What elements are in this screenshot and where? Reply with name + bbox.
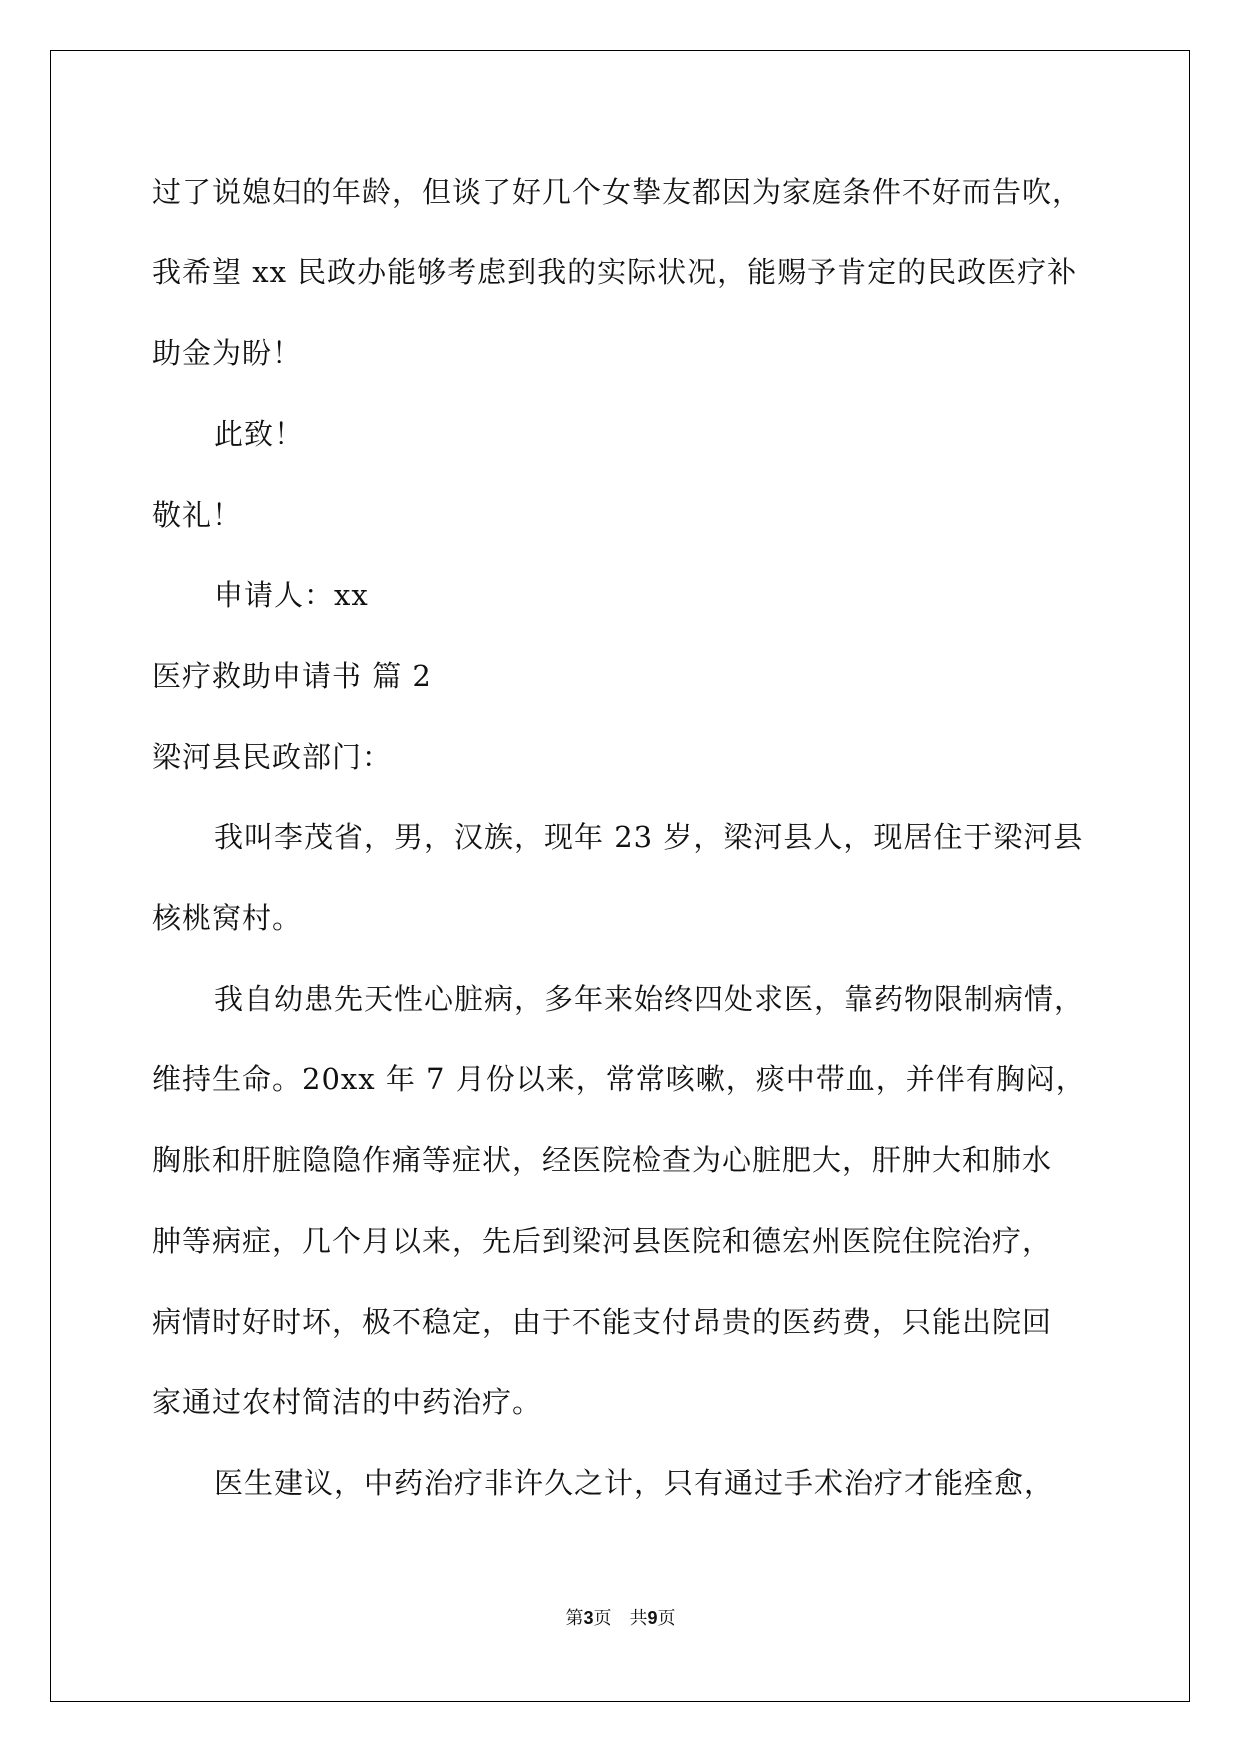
footer-page-prefix: 第 [565,1608,584,1629]
applicant-line: 申请人：xx [214,578,369,612]
page-frame [50,50,1190,1702]
text-line: 我叫李茂省，男，汉族，现年 23 岁，梁河县人，现居住于梁河县 [214,820,1084,854]
section-heading: 医疗救助申请书 篇 2 [152,659,432,693]
page-footer [0,1604,1241,1630]
text-line: 家通过农村简洁的中药治疗。 [152,1385,543,1419]
text-line: 过了说媳妇的年龄，但谈了好几个女挚友都因为家庭条件不好而告吹， [152,175,1083,209]
footer-current-page: 3 [583,1608,594,1628]
salutation-line: 敬礼！ [152,498,243,532]
text-line: 维持生命。20xx 年 7 月份以来，常常咳嗽，痰中带血，并伴有胸闷， [152,1062,1086,1096]
text-line: 肿等病症，几个月以来，先后到梁河县医院和德宏州医院住院治疗， [152,1224,1053,1258]
text-line: 助金为盼！ [152,336,303,370]
text-line: 我希望 xx 民政办能够考虑到我的实际状况，能赐予肯定的民政医疗补 [152,255,1078,289]
addressee-line: 梁河县民政部门： [152,740,393,774]
closing-line: 此致！ [214,417,305,451]
text-line: 病情时好时坏，极不稳定，由于不能支付昂贵的医药费，只能出院回 [152,1305,1053,1339]
text-line: 我自幼患先天性心脏病，多年来始终四处求医，靠药物限制病情， [214,982,1085,1016]
footer-page-mid: 页 共 [593,1608,648,1629]
footer-total-pages: 9 [647,1608,658,1628]
text-line: 胸胀和肝脏隐隐作痛等症状，经医院检查为心脏肥大，肝肿大和肺水 [152,1143,1053,1177]
text-line: 医生建议，中药治疗非许久之计，只有通过手术治疗才能痊愈， [214,1466,1055,1500]
text-line: 核桃窝村。 [152,901,303,935]
footer-page-suffix: 页 [657,1608,676,1629]
